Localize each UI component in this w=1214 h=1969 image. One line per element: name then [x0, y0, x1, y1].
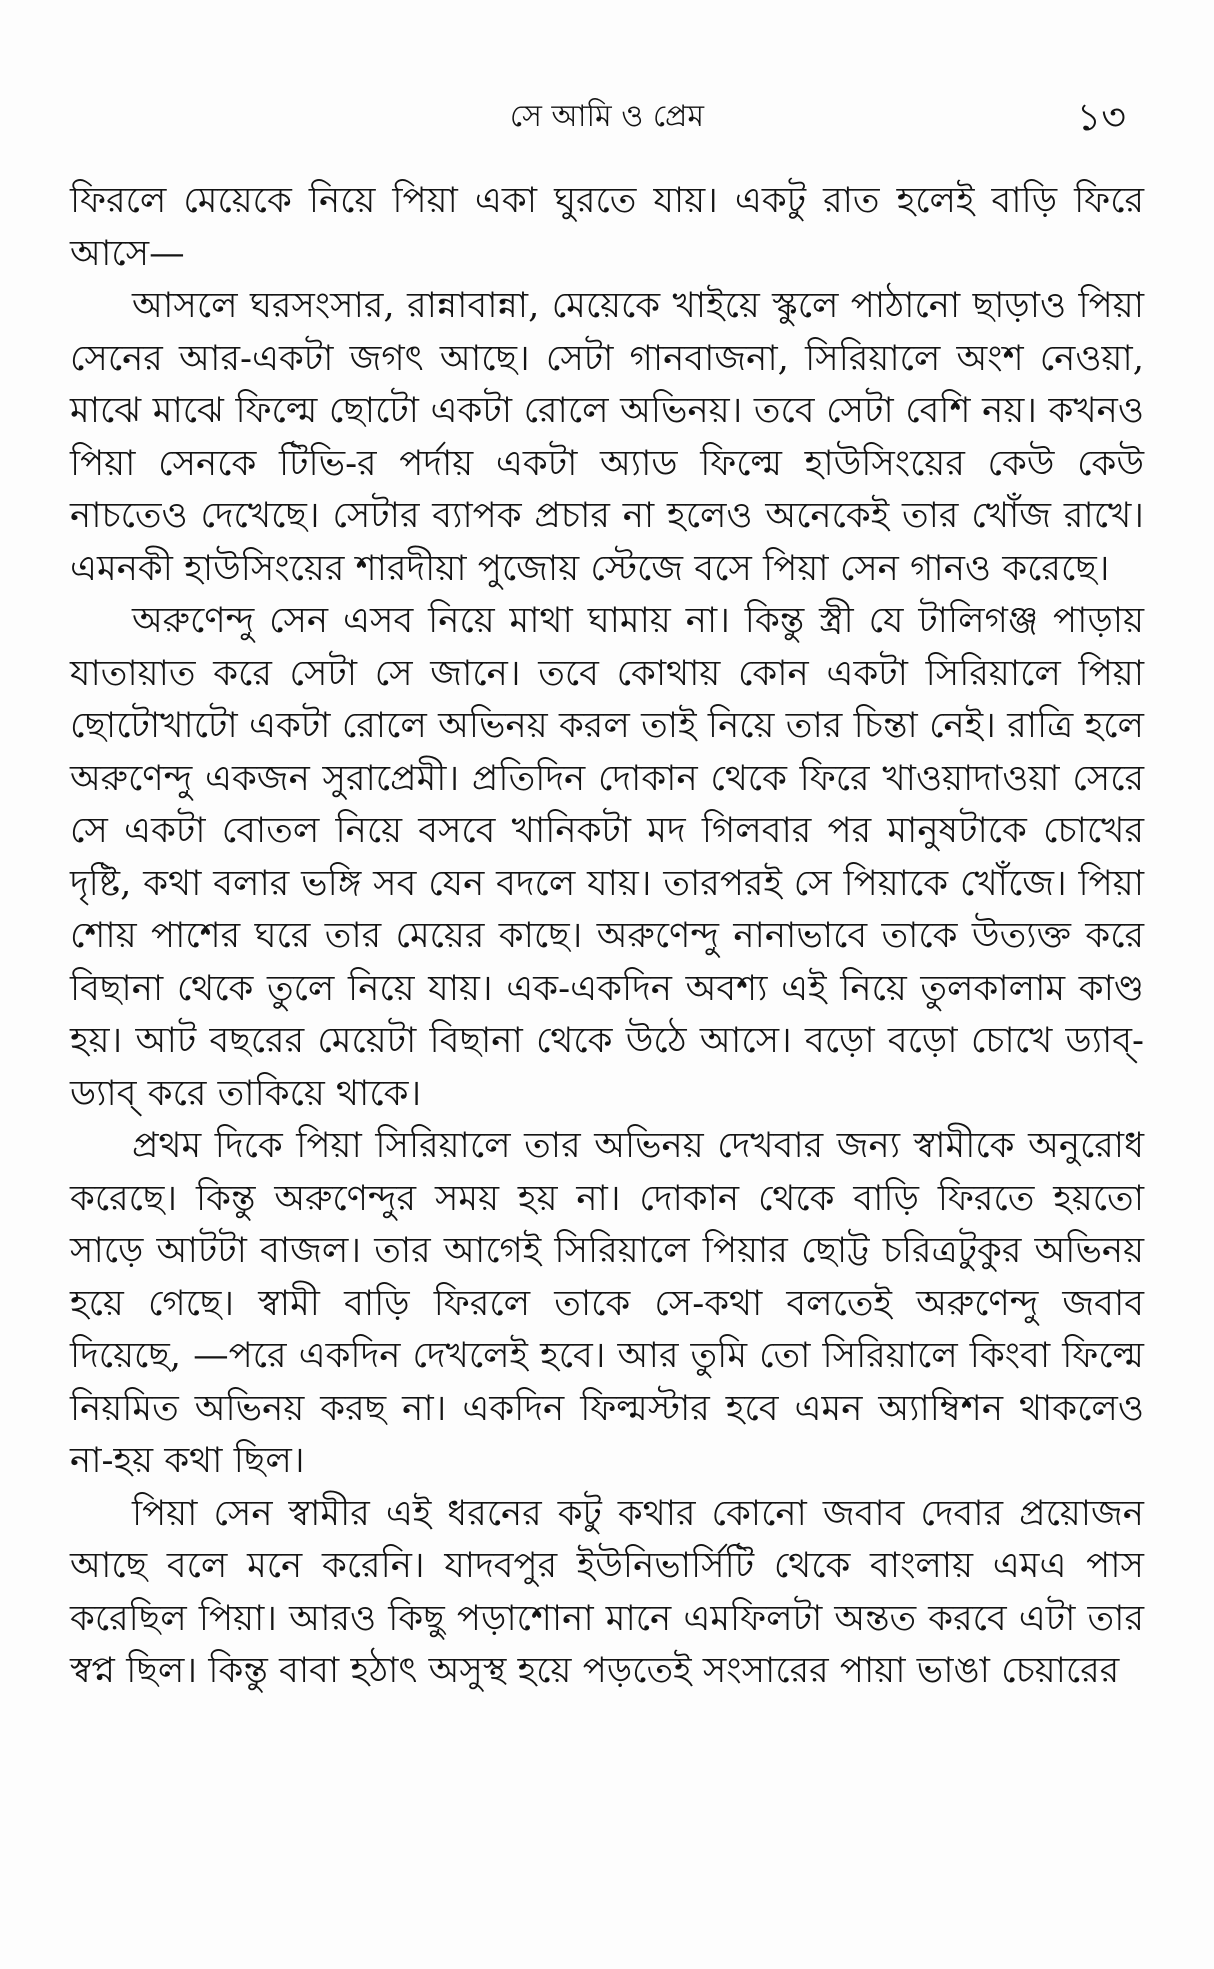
paragraph-5: পিয়া সেন স্বামীর এই ধরনের কটু কথার কোনো জবাব দেবার প্রয়োজন আছে বলে মনে করেনি। যাদবপুর ইউনিভার্সিটি থেকে বাংলায় এমএ পাস করেছিল পিয়া। আরও কিছু পড়াশোনা মানে এমফিলটা অন্তত করবে এটা তার স্বপ্ন ছিল। কিন্তু বাবা হঠাৎ অসুস্থ হয়ে পড়তেই সংসারের পায়া ভাঙা চেয়ারের — [70, 1492, 1144, 1691]
page-number: ১৩ — [1076, 95, 1126, 139]
book-title: সে আমি ও প্রেম — [509, 99, 705, 134]
running-header — [70, 92, 1144, 142]
paragraph-1: ফিরলে মেয়েকে নিয়ে পিয়া একা ঘুরতে যায়। একটু রাত হলেই বাড়ি ফিরে আসে— — [70, 180, 1144, 274]
paragraph-3: অরুণেন্দু সেন এসব নিয়ে মাথা ঘামায় না। কিন্তু স্ত্রী যে টালিগঞ্জ পাড়ায় যাতায়াত করে সেটা সে জানে। তবে কোথায় কোন একটা সিরিয়ালে পিয়া ছোটোখাটো একটা রোলে অভিনয় করল তাই নিয়ে তার চিন্তা নেই। রাত্রি হলে অরুণেন্দু একজন সুরাপ্রেমী। প্রতিদিন দোকান থেকে ফিরে খাওয়াদাওয়া সেরে সে একটা বোতল নিয়ে বসবে খানিকটা মদ গিলবার পর মানুষটাকে চোখের দৃষ্টি, কথা বলার ভঙ্গি সব যেন বদলে যায়। তারপরই সে পিয়াকে খোঁজে। পিয়া শোয় পাশের ঘরে তার মেয়ের কাছে। অরুণেন্দু নানাভাবে তাকে উত্যক্ত করে বিছানা থেকে তুলে নিয়ে যায়। এক-একদিন অবশ্য এই নিয়ে তুলকালাম কাণ্ড হয়। আট বছরের মেয়েটা বিছানা থেকে উঠে আসে। বড়ো বড়ো চোখে ড্যাব্-ড্যাব্ করে তাকিয়ে থাকে। — [70, 600, 1144, 1114]
body-text — [70, 175, 1144, 1698]
paragraph-2: আসলে ঘরসংসার, রান্নাবান্না, মেয়েকে খাইয়ে স্কুলে পাঠানো ছাড়াও পিয়া সেনের আর-একটা জগৎ আছে। সেটা গানবাজনা, সিরিয়ালে অংশ নেওয়া, মাঝে মাঝে ফিল্মে ছোটো একটা রোলে অভিনয়। তবে সেটা বেশি নয়। কখনও পিয়া সেনকে টিভি-র পর্দায় একটা অ্যাড ফিল্মে হাউসিংয়ের কেউ কেউ নাচতেও দেখেছে। সেটার ব্যাপক প্রচার না হলেও অনেকেই তার খোঁজ রাখে। এমনকী হাউসিংয়ের শারদীয়া পুজোয় স্টেজে বসে পিয়া সেন গানও করেছে। — [70, 285, 1145, 589]
paragraph-4: প্রথম দিকে পিয়া সিরিয়ালে তার অভিনয় দেখবার জন্য স্বামীকে অনুরোধ করেছে। কিন্তু অরুণেন্দুর সময় হয় না। দোকান থেকে বাড়ি ফিরতে হয়তো সাড়ে আটটা বাজল। তার আগেই সিরিয়ালে পিয়ার ছোট্ট চরিত্রটুকুর অভিনয় হয়ে গেছে। স্বামী বাড়ি ফিরলে তাকে সে-কথা বলতেই অরুণেন্দু জবাব দিয়েছে, —পরে একদিন দেখলেই হবে। আর তুমি তো সিরিয়ালে কিংবা ফিল্মে নিয়মিত অভিনয় করছ না। একদিন ফিল্মস্টার হবে এমন অ্যাম্বিশন থাকলেও না-হয় কথা ছিল। — [70, 1125, 1144, 1481]
